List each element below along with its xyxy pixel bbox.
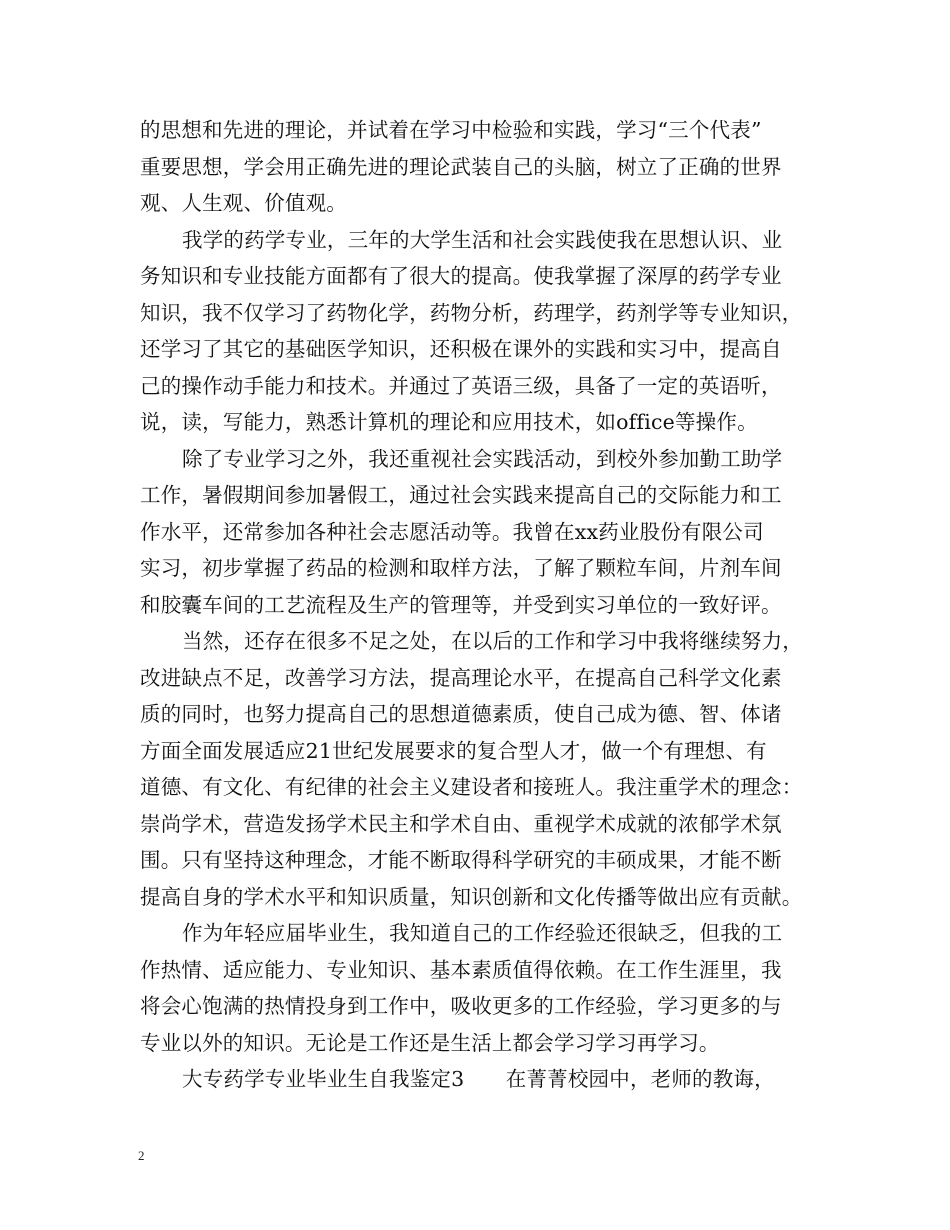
paragraph-start-line: 大专药学专业毕业生自我鉴定3 在菁菁校园中，老师的教诲， — [182, 1067, 775, 1091]
text-line: 工作，暑假期间参加暑假工，通过社会实践来提高自己的交际能力和工 — [140, 483, 782, 507]
text-line: 改进缺点不足，改善学习方法，提高理论水平，在提高自己科学文化素 — [140, 665, 782, 690]
paragraph-start-line: 除了专业学习之外，我还重视社会实践活动，到校外参加勤工助学 — [182, 446, 783, 471]
page-number: 2 — [138, 1148, 145, 1163]
text-line: 将会心饱满的热情投身到工作中，吸收更多的工作经验，学习更多的与 — [140, 994, 782, 1018]
text-line: 务知识和专业技能方面都有了很大的提高。使我掌握了深厚的药学专业 — [140, 264, 782, 288]
text-line: 己的操作动手能力和技术。并通过了英语三级，具备了一定的英语听， — [140, 373, 782, 398]
text-line: 方面全面发展适应21世纪发展要求的复合型人才，做一个有理想、有 — [140, 738, 767, 763]
paragraph-start-line: 我学的药学专业，三年的大学生活和社会实践使我在思想认识、业 — [182, 227, 783, 252]
text-line: 的思想和先进的理论，并试着在学习中检验和实践，学习“三个代表” — [140, 118, 762, 142]
text-line: 和胶囊车间的工艺流程及生产的管理等，并受到实习单位的一致好评。 — [140, 592, 782, 617]
text-line: 说，读，写能力，熟悉计算机的理论和应用技术，如office等操作。 — [140, 410, 758, 434]
text-line: 观、人生观、价值观。 — [140, 191, 347, 215]
document-body — [140, 112, 830, 1098]
paragraph-start-line: 作为年轻应届毕业生，我知道自己的工作经验还很缺乏，但我的工 — [182, 921, 783, 945]
text-line: 还学习了其它的基础医学知识，还积极在课外的实践和实习中，提高自 — [140, 337, 782, 361]
text-line: 提高自身的学术水平和知识质量，知识创新和文化传播等做出应有贡献。 — [140, 884, 803, 909]
text-line: 作热情、适应能力、专业知识、基本素质值得依赖。在工作生涯里，我 — [140, 957, 782, 982]
text-line: 知识，我不仅学习了药物化学，药物分析，药理学，药剂学等专业知识， — [140, 300, 803, 325]
text-line: 专业以外的知识。无论是工作还是生活上都会学习学习再学习。 — [140, 1030, 720, 1055]
text-line: 崇尚学术，营造发扬学术民主和学术自由、重视学术成就的浓郁学术氛 — [140, 811, 782, 836]
text-line: 重要思想，学会用正确先进的理论武装自己的头脑，树立了正确的世界 — [140, 154, 782, 179]
paragraph-start-line: 当然，还存在很多不足之处，在以后的工作和学习中我将继续努力， — [182, 629, 803, 653]
text-line: 道德、有文化、有纪律的社会主义建设者和接班人。我注重学术的理念： — [140, 775, 803, 799]
text-line: 实习，初步掌握了药品的检测和取样方法，了解了颗粒车间，片剂车间 — [140, 556, 782, 580]
text-line: 围。只有坚持这种理念，才能不断取得科学研究的丰硕成果，才能不断 — [140, 848, 782, 872]
text-line: 质的同时，也努力提高自己的思想道德素质，使自己成为德、智、体诸 — [140, 702, 782, 726]
text-line: 作水平，还常参加各种社会志愿活动等。我曾在xx药业股份有限公司 — [140, 519, 764, 544]
